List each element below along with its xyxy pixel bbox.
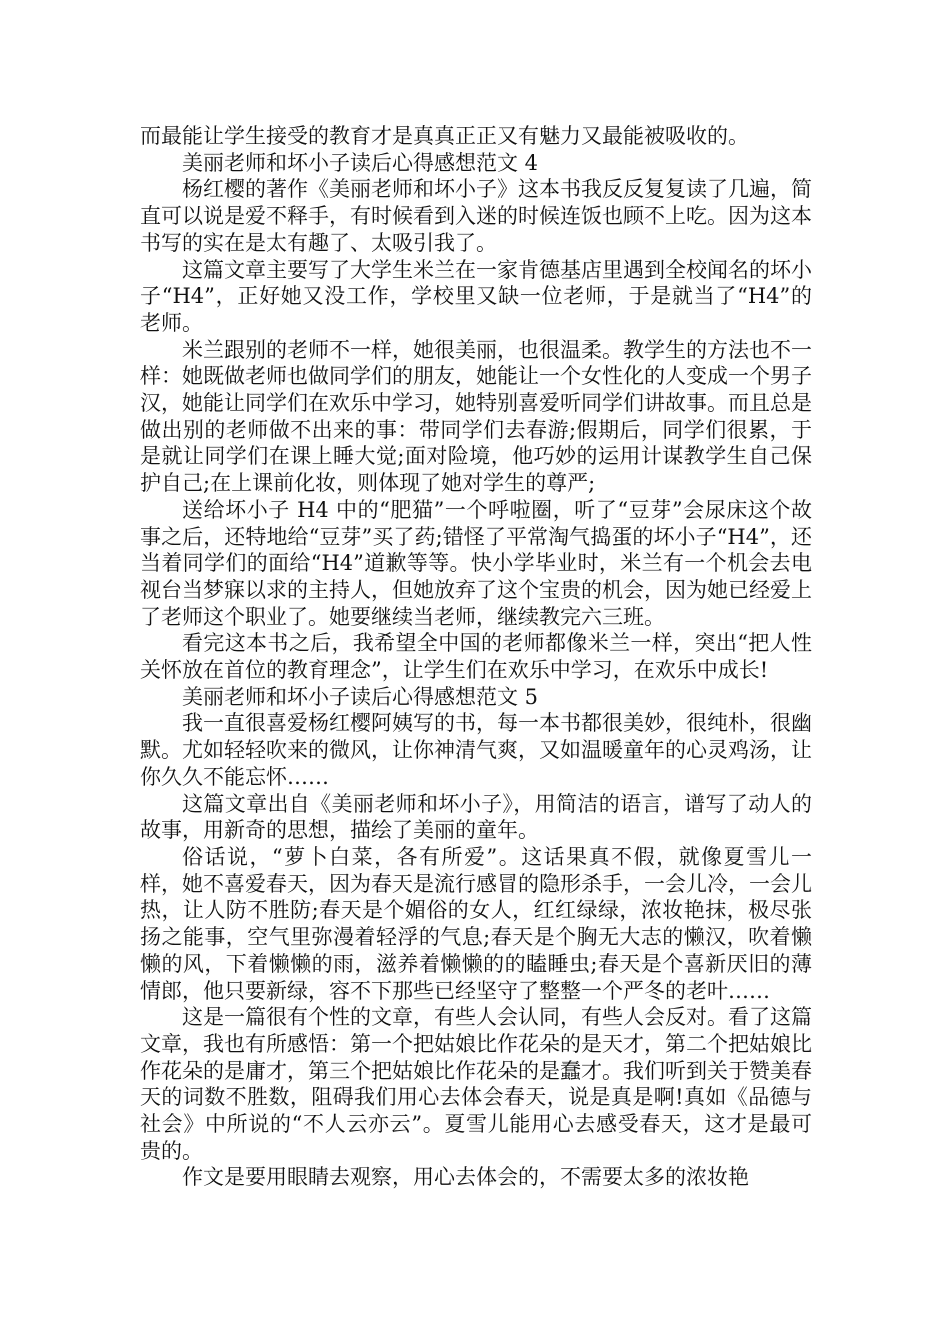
paragraph: 米兰跟别的老师不一样，她很美丽，也很温柔。教学生的方法也不一样：她既做老师也做同学们的朋友，她能让一个女性化的人变成一个男子汉，她能让同学们在欢乐中学习，她特别喜爱听同学们讲故事。而且总是做出别的老师做不出来的事：带同学们去春游;假期后，同学们很累，于是就让同学们在课上睡大觉;面对险境，他巧妙的运用计谋教学生自己保护自己;在上课前化妆，则体现了她对学生的尊严; <box>140 337 812 496</box>
paragraph: 这篇文章主要写了大学生米兰在一家肯德基店里遇到全校闻名的坏小子“H4”，正好她又没工作，学校里又缺一位老师，于是就当了“H4”的老师。 <box>140 257 812 335</box>
paragraph: 看完这本书之后，我希望全中国的老师都像米兰一样，突出“把人性关怀放在首位的教育理念”，让学生们在欢乐中学习，在欢乐中成长! <box>140 631 812 683</box>
paragraph: 杨红樱的著作《美丽老师和坏小子》这本书我反反复复读了几遍，简直可以说是爱不释手，有时候看到入迷的时候连饭也顾不上吃。因为这本书写的实在是太有趣了、太吸引我了。 <box>140 177 812 255</box>
section-heading-4: 美丽老师和坏小子读后心得感想范文 4 <box>182 150 539 175</box>
paragraph: 送给坏小子 H4 中的“肥猫”一个呼啦圈，听了“豆芽”会尿床这个故事之后，还特地给“豆芽”买了药;错怪了平常淘气捣蛋的坏小子“H4”，还当着同学们的面给“H4”道歉等等。快小学毕业时，米兰有一个机会去电视台当梦寐以求的主持人，但她放弃了这个宝贵的机会，因为她已经爱上了老师这个职业了。她要继续当老师，继续教完六三班。 <box>140 497 812 629</box>
paragraph: 我一直很喜爱杨红樱阿姨写的书，每一本书都很美妙，很纯朴，很幽默。尤如轻轻吹来的微风，让你神清气爽，又如温暖童年的心灵鸡汤，让你久久不能忘怀…… <box>140 711 812 789</box>
paragraph: 作文是要用眼睛去观察，用心去体会的，不需要太多的浓妆艳 <box>182 1165 749 1190</box>
paragraph-continuation: 而最能让学生接受的教育才是真真正正又有魅力又最能被吸收的。 <box>140 124 749 148</box>
paragraph: 俗话说，“萝卜白菜，各有所爱”。这话果真不假，就像夏雪儿一样，她不喜爱春天，因为春天是流行感冒的隐形杀手，一会儿冷，一会儿热，让人防不胜防;春天是个媚俗的女人，红红绿绿，浓妆艳抹，极尽张扬之能事，空气里弥漫着轻浮的气息;春天是个胸无大志的懒汉，吹着懒懒的风，下着懒懒的雨，滋养着懒懒的的瞌睡虫;春天是个喜新厌旧的薄情郎，他只要新绿，容不下那些已经坚守了整整一个严冬的老叶…… <box>140 844 812 1003</box>
paragraph: 这是一篇很有个性的文章，有些人会认同，有些人会反对。看了这篇文章，我也有所感悟：第一个把姑娘比作花朵的是天才，第二个把姑娘比作花朵的是庸才，第三个把姑娘比作花朵的是蠢才。我们听到关于赞美春天的词数不胜数，阻碍我们用心去体会春天，说是真是啊!真如《品德与社会》中所说的“不人云亦云”。夏雪儿能用心去感受春天，这才是最可贵的。 <box>140 1005 812 1163</box>
document-page <box>140 123 812 1191</box>
paragraph: 这篇文章出自《美丽老师和坏小子》，用简洁的语言，谱写了动人的故事，用新奇的思想，描绘了美丽的童年。 <box>140 791 812 843</box>
section-heading-5: 美丽老师和坏小子读后心得感想范文 5 <box>182 684 539 709</box>
